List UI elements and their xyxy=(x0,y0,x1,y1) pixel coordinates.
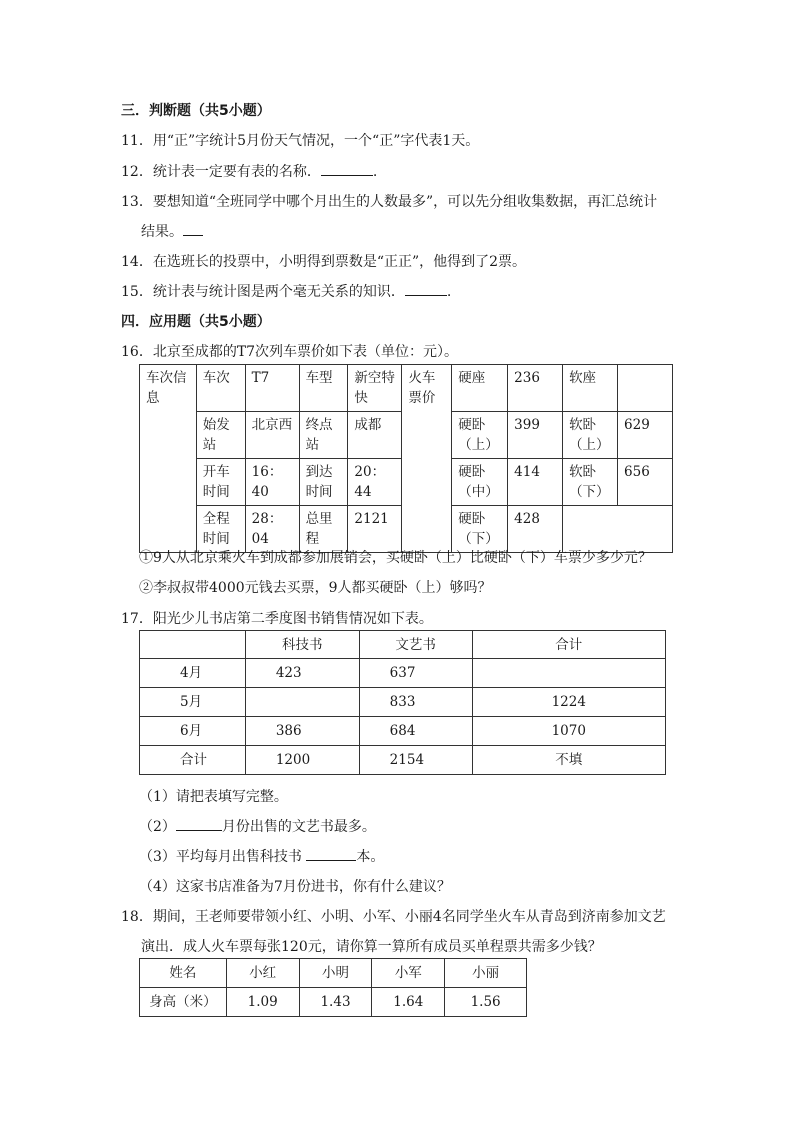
table-cell: 6月 xyxy=(140,717,246,746)
answer-blank[interactable] xyxy=(306,848,356,861)
table-cell: 629 xyxy=(618,412,673,459)
table-cell: 423 xyxy=(245,659,359,688)
question-17-sub4: （4）这家书店准备为7月份进书，你有什么建议？ xyxy=(139,879,451,895)
question-17-sub3-end: 本。 xyxy=(356,849,385,865)
table-cell: 236 xyxy=(508,365,563,412)
table-cell: 合计 xyxy=(140,746,246,775)
table-cell: 车型 xyxy=(299,365,348,412)
table-cell: 1.43 xyxy=(299,988,372,1017)
question-15-text: 15．统计表与统计图是两个毫无关系的知识． xyxy=(121,284,405,300)
question-16-intro: 16．北京至成都的T7次列车票价如下表（单位：元）。 xyxy=(121,344,459,360)
table-cell: 833 xyxy=(359,688,472,717)
question-17-sub2-prefix: （2） xyxy=(139,819,176,835)
table-cell: 身高（米） xyxy=(140,988,227,1017)
table-row xyxy=(140,988,527,1017)
table-header-cell: 姓名 xyxy=(140,959,227,988)
table-cell xyxy=(618,365,673,412)
question-17-sub1: （1）请把表填写完整。 xyxy=(139,789,288,805)
table-header-cell: 小军 xyxy=(372,959,445,988)
table-cell: 5月 xyxy=(140,688,246,717)
table-header-cell xyxy=(140,631,246,659)
train-ticket-table xyxy=(139,364,673,553)
table-header-cell: 科技书 xyxy=(245,631,359,659)
table-header-cell: 小明 xyxy=(299,959,372,988)
table-cell: 到达时间 xyxy=(299,459,348,506)
question-18-line1: 18．期间，王老师要带领小红、小明、小军、小丽4名同学坐火车从青岛到济南参加文艺 xyxy=(121,909,666,925)
table-header-row xyxy=(140,959,527,988)
table-cell: 硬座 xyxy=(452,365,508,412)
table-cell: 1.64 xyxy=(372,988,445,1017)
table-cell: 硬卧（下） xyxy=(452,506,508,553)
question-16-sub2: ②李叔叔带4000元钱去买票，9人都买硬卧（上）够吗？ xyxy=(139,580,492,596)
question-12 xyxy=(121,161,377,181)
table-cell: 新空特快 xyxy=(348,365,402,412)
height-table xyxy=(139,958,527,1017)
answer-blank[interactable] xyxy=(176,818,222,831)
question-15-end: . xyxy=(446,284,452,300)
table-cell: 4月 xyxy=(140,659,246,688)
table-header-cell: 小红 xyxy=(226,959,299,988)
table-cell xyxy=(563,506,673,553)
table-cell: 车次 xyxy=(196,365,245,412)
table-cell: 637 xyxy=(359,659,472,688)
table-cell: 20：44 xyxy=(348,459,402,506)
table-header-cell: 小丽 xyxy=(445,959,527,988)
question-13-line1: 13．要想知道“全班同学中哪个月出生的人数最多”，可以先分组收集数据，再汇总统计 xyxy=(121,194,658,210)
table-cell: 软卧（上） xyxy=(563,412,618,459)
question-17-sub3 xyxy=(139,846,384,866)
question-18-line2: 演出．成人火车票每张120元，请你算一算所有成员买单程票共需多少钱？ xyxy=(141,939,602,955)
table-cell: 始发站 xyxy=(196,412,245,459)
table-cell: 软卧（下） xyxy=(563,459,618,506)
table-cell: 硬卧（上） xyxy=(452,412,508,459)
table-row xyxy=(140,746,666,775)
question-17-sub3-text: （3）平均每月出售科技书 xyxy=(139,849,302,865)
table-cell: 28：04 xyxy=(245,506,299,553)
table-cell: 总里程 xyxy=(299,506,348,553)
table-cell: 开车时间 xyxy=(196,459,245,506)
table-row xyxy=(140,688,666,717)
table-cell[interactable] xyxy=(472,659,665,688)
table-cell: 火车票价 xyxy=(402,365,452,553)
table-cell: 1070 xyxy=(472,717,665,746)
table-cell: T7 xyxy=(245,365,299,412)
question-13-text: 结果。 xyxy=(141,224,183,240)
table-cell: 北京西 xyxy=(245,412,299,459)
table-cell: 硬卧（中） xyxy=(452,459,508,506)
table-cell[interactable] xyxy=(245,688,359,717)
question-12-text: 12．统计表一定要有表的名称． xyxy=(121,164,321,180)
question-11: 11．用“正”字统计5月份天气情况，一个“正”字代表1天。 xyxy=(121,133,480,149)
table-cell: 1224 xyxy=(472,688,665,717)
question-17-sub2-text: 月份出售的文艺书最多。 xyxy=(221,819,376,835)
table-cell: 不填 xyxy=(472,746,665,775)
question-14: 14．在选班长的投票中，小明得到票数是“正正”，他得到了2票。 xyxy=(121,254,527,270)
answer-blank[interactable] xyxy=(405,283,447,296)
question-16-sub1: ①9人从北京乘火车到成都参加展销会，买硬卧（上）比硬卧（下）车票少多少元？ xyxy=(139,550,652,566)
question-17-intro: 17．阳光少儿书店第二季度图书销售情况如下表。 xyxy=(121,611,433,627)
question-13-line2 xyxy=(141,221,203,241)
table-cell: 2154 xyxy=(359,746,472,775)
table-row xyxy=(140,717,666,746)
question-12-end: . xyxy=(372,164,378,180)
answer-blank[interactable] xyxy=(321,163,373,176)
table-cell: 全程时间 xyxy=(196,506,245,553)
book-sales-table xyxy=(139,630,666,775)
table-cell: 终点站 xyxy=(299,412,348,459)
table-cell: 2121 xyxy=(348,506,402,553)
table-cell: 386 xyxy=(245,717,359,746)
answer-blank[interactable] xyxy=(183,223,203,236)
table-header-row xyxy=(140,631,666,659)
table-cell: 428 xyxy=(508,506,563,553)
table-cell: 软座 xyxy=(563,365,618,412)
table-cell: 1.09 xyxy=(226,988,299,1017)
table-cell: 399 xyxy=(508,412,563,459)
table-row xyxy=(140,659,666,688)
table-cell: 车次信息 xyxy=(140,365,197,553)
table-cell: 414 xyxy=(508,459,563,506)
table-row xyxy=(140,365,673,412)
question-15 xyxy=(121,281,451,301)
table-cell: 1200 xyxy=(245,746,359,775)
table-header-cell: 合计 xyxy=(472,631,665,659)
table-header-cell: 文艺书 xyxy=(359,631,472,659)
question-17-sub2 xyxy=(139,816,376,836)
section-3-title: 三．判断题（共5小题） xyxy=(121,103,271,119)
table-cell: 成都 xyxy=(348,412,402,459)
section-4-title: 四．应用题（共5小题） xyxy=(121,314,271,330)
table-cell: 16：40 xyxy=(245,459,299,506)
table-cell: 684 xyxy=(359,717,472,746)
table-cell: 1.56 xyxy=(445,988,527,1017)
table-cell: 656 xyxy=(618,459,673,506)
